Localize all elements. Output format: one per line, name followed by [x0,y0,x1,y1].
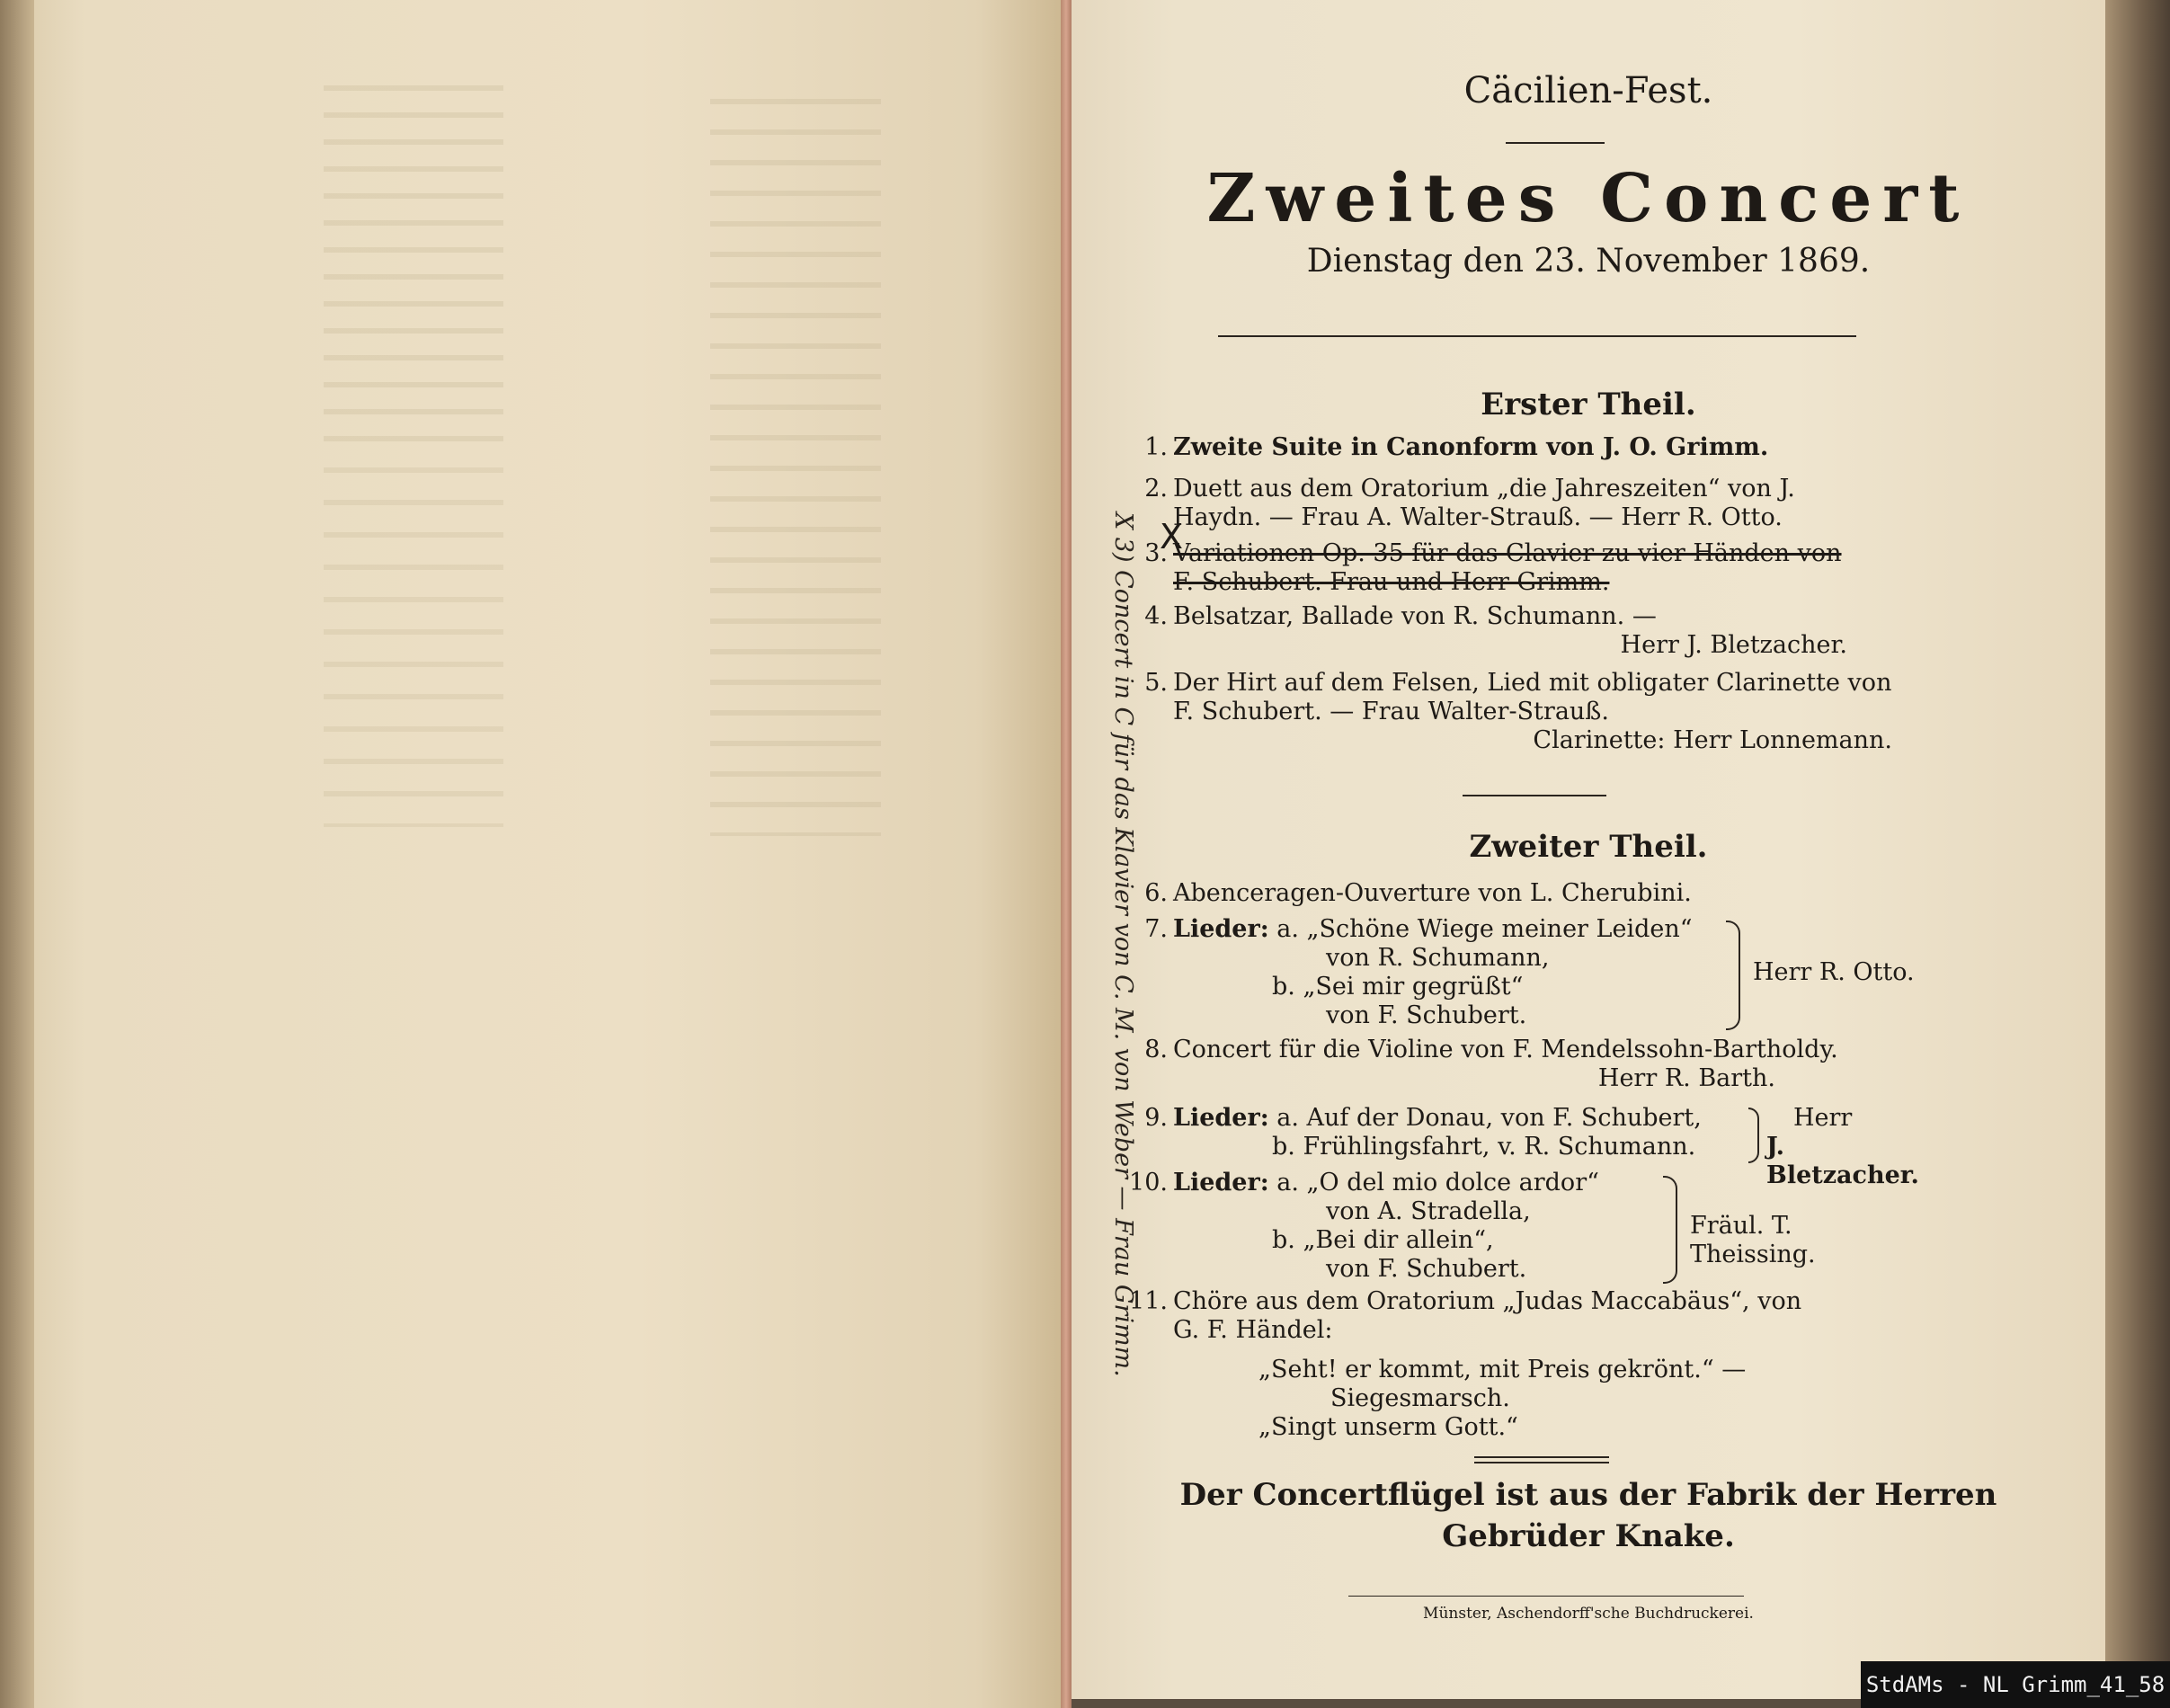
item-text-line2: F. Schubert. — Frau Walter-Strauß. [1173,698,1609,725]
song-a: a. Auf der Donau, von F. Schubert, [1276,1104,1702,1132]
footer-line2: Gebrüder Knake. [1442,1518,1735,1554]
program-item-6 [1144,879,1919,908]
brace [1663,1176,1677,1284]
item-number: 4. [1144,602,1168,630]
program-item-8 [1144,1036,1919,1093]
item-number: 7. [1144,915,1168,943]
handwritten-margin-note: X 3) Concert in C für das Klavier von C. M. von Weber — Frau Grimm. [1109,512,1137,1377]
item-number: 11. [1129,1287,1168,1315]
lieder-label: Lieder: [1173,915,1269,943]
left-page-edge [0,0,34,1708]
item-text-line1: Belsatzar, Ballade von R. Schumann. — [1173,602,1657,630]
program-item-4 [1144,602,1919,660]
item-number: 8. [1144,1036,1168,1063]
ornament-rule [1506,142,1605,144]
part1-heading: Erster Theil. [1481,387,1696,423]
program-item-2 [1144,475,1919,532]
handwritten-cross: X [1160,517,1184,556]
song-b-composer: von F. Schubert. [1326,1255,1527,1283]
program-item-5 [1144,669,1919,755]
program-item-1 [1144,433,1919,462]
footer-line1: Der Concertflügel ist aus der Fabrik der Herren [1179,1477,1997,1513]
item-number: 5. [1144,669,1168,697]
item-number: 1. [1144,433,1168,461]
song-a-composer: von R. Schumann, [1326,944,1550,972]
performer: Herr R. Otto. [1753,958,1915,986]
item-text-line3: Clarinette: Herr Lonnemann. [1533,726,1892,754]
program-item-10 [1129,1169,1919,1284]
book-spine [1061,0,1072,1708]
chorus-2: Siegesmarsch. [1330,1384,1510,1412]
right-page-edge [2105,0,2170,1708]
program-item-7 [1144,915,1919,1030]
item-text-line1: Variationen Op. 35 für das Clavier zu vier Händen von [1173,539,1842,567]
archive-label: StdAMs - NL Grimm_41_58 [1861,1661,2170,1708]
chorus-1: „Seht! er kommt, mit Preis gekrönt.“ — [1258,1356,1747,1383]
item-text-line2: Herr R. Barth. [1597,1064,1775,1092]
performer-line2: J. Bletzacher. [1766,1133,1919,1189]
lieder-label: Lieder: [1173,1104,1269,1132]
song-a: a. „O del mio dolce ardor“ [1276,1169,1599,1196]
program-item-3-struck [1144,539,1919,597]
fest-title: Cäcilien-Fest. [1463,70,1713,111]
item-text-line2: F. Schubert. Frau und Herr Grimm. [1173,568,1610,596]
item-text-line1: Duett aus dem Oratorium „die Jahreszeiten“ von J. [1173,475,1795,503]
chorus-3: „Singt unserm Gott.“ [1258,1413,1518,1441]
song-a-composer: von A. Stradella, [1326,1197,1531,1225]
double-rule-top [1474,1456,1609,1458]
printer-rule [1348,1596,1744,1597]
program-item-11 [1129,1287,1919,1442]
item-number: 9. [1144,1104,1168,1132]
performer: Fräul. T. Theissing. [1690,1212,1816,1268]
concert-date: Dienstag den 23. November 1869. [1306,243,1871,280]
printer-imprint: Münster, Aschendorff'sche Buchdruckerei. [1423,1605,1754,1623]
footer-note [1072,1474,2105,1557]
ornament-divider [1218,335,1856,337]
item-text: Abenceragen-Ouverture von L. Cherubini. [1173,879,1692,907]
brace [1748,1108,1759,1163]
left-page [0,0,1061,1708]
song-a: a. „Schöne Wiege meiner Leiden“ [1276,915,1693,943]
lieder-label: Lieder: [1173,1169,1269,1196]
item-number: 2. [1144,475,1168,503]
ornament-rule [1463,795,1606,796]
performer-line1: Herr [1793,1104,1853,1132]
double-rule-bottom [1474,1462,1609,1463]
item-text-line1: Chöre aus dem Oratorium „Judas Maccabäus“, von [1173,1287,1802,1315]
item-number: 10. [1129,1169,1168,1196]
part2-heading: Zweiter Theil. [1469,829,1708,865]
item-text-line2: G. F. Händel: [1173,1316,1333,1344]
song-b: b. „Sei mir gegrüßt“ [1272,973,1524,1001]
concert-title: Zweites Concert [1206,160,1970,237]
song-b: b. Frühlingsfahrt, v. R. Schumann. [1272,1133,1696,1161]
item-text-line2: Herr J. Bletzacher. [1620,631,1847,659]
item-number: 6. [1144,879,1168,907]
item-text-line1: Der Hirt auf dem Felsen, Lied mit obligater Clarinette von [1173,669,1892,697]
item-text: Zweite Suite in Canonform von J. O. Grimm. [1173,433,1769,461]
brace [1726,921,1740,1030]
song-b: b. „Bei dir allein“, [1272,1226,1494,1254]
item-number: 3. [1144,539,1168,567]
item-text-line1: Concert für die Violine von F. Mendelssohn-Bartholdy. [1173,1036,1838,1063]
song-b-composer: von F. Schubert. [1326,1001,1527,1029]
item-text-line2: Haydn. — Frau A. Walter-Strauß. — Herr R. Otto. [1173,503,1783,531]
